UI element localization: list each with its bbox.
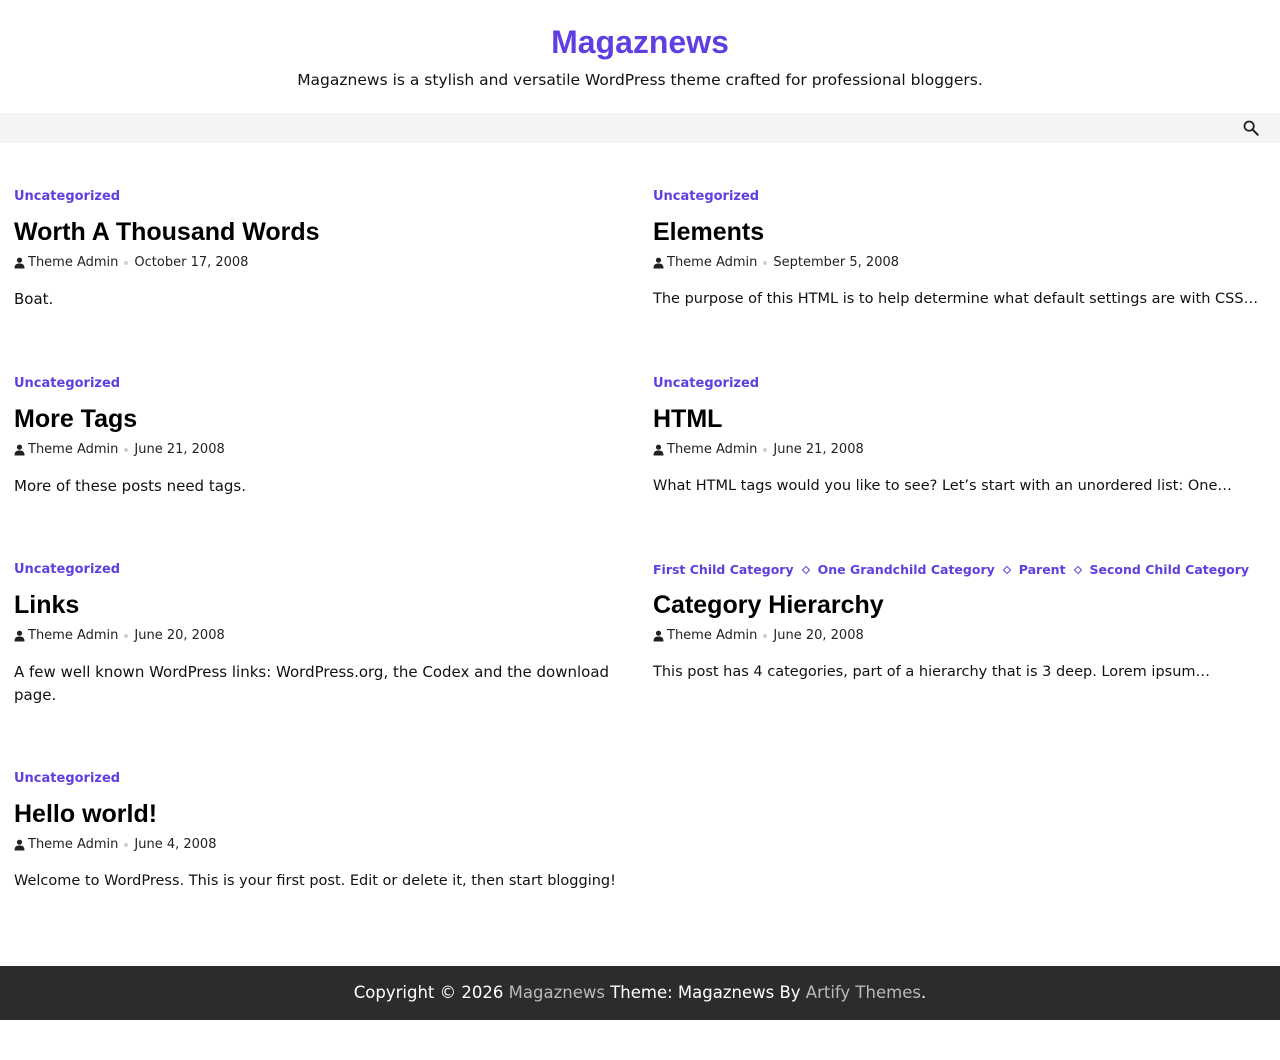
post-meta [653,627,1273,645]
main-navigation [0,113,1280,143]
post-date[interactable]: June 20, 2008 [773,628,864,643]
post-card [14,375,634,498]
post-author[interactable]: Theme Admin [667,628,758,643]
post-excerpt: What HTML tags would you like to see? Let’s start with an unordered list: One… [653,478,1232,494]
post-meta [14,441,634,459]
post-excerpt: Boat. [14,290,54,308]
post-categories [653,561,1273,579]
category-link[interactable]: First Child Category [653,562,794,577]
post-meta [653,254,1273,272]
post-title-link[interactable]: HTML [653,405,723,433]
post-card [653,188,1273,311]
post-date[interactable]: September 5, 2008 [773,255,900,270]
post-title-link[interactable]: More Tags [14,405,138,433]
footer-copyright: Copyright © 2026 [353,983,504,1002]
post-title [653,590,1273,620]
site-footer [0,966,1280,1020]
user-icon [653,444,664,456]
post-title-link[interactable]: Elements [653,218,765,246]
post-categories [653,375,1273,393]
post-excerpt: Welcome to WordPress. This is your first post. Edit or delete it, then start blogging! [14,873,616,889]
post-card [14,770,634,893]
footer-site-link[interactable]: Magaznews [508,983,605,1002]
post-date[interactable]: October 17, 2008 [134,255,249,270]
user-icon [14,839,25,851]
post-date[interactable]: June 20, 2008 [134,628,225,643]
meta-separator [763,634,767,638]
meta-separator [124,448,128,452]
post-title [14,590,634,620]
post-card [653,561,1273,684]
post-meta [653,441,1273,459]
meta-separator [124,261,128,265]
post-author[interactable]: Theme Admin [28,255,119,270]
footer-end: . [920,983,927,1002]
meta-separator [124,843,128,847]
post-excerpt: A few well known WordPress links: WordPress.org, the Codex and the download page. [14,663,610,704]
post-title [14,799,634,829]
post-categories [653,188,1273,206]
category-link[interactable]: Uncategorized [14,771,121,786]
post-author[interactable]: Theme Admin [28,837,119,852]
post-excerpt: This post has 4 categories, part of a hierarchy that is 3 deep. Lorem ipsum… [653,664,1211,680]
post-categories [14,188,634,206]
meta-separator [763,261,767,265]
category-link[interactable]: Uncategorized [14,562,121,577]
post-title-link[interactable]: Links [14,591,80,619]
post-categories [14,375,634,393]
post-title [653,217,1273,247]
post-title [653,404,1273,434]
meta-separator [763,448,767,452]
category-link[interactable]: Uncategorized [653,376,760,391]
category-link[interactable]: Parent [1018,562,1066,577]
post-date[interactable]: June 4, 2008 [134,837,217,852]
user-icon [14,444,25,456]
user-icon [653,257,664,269]
post-card [14,561,634,707]
category-link[interactable]: Uncategorized [14,376,121,391]
post-author[interactable]: Theme Admin [667,255,758,270]
post-author[interactable]: Theme Admin [28,442,119,457]
post-excerpt: More of these posts need tags. [14,477,247,495]
post-author[interactable]: Theme Admin [28,628,119,643]
post-date[interactable]: June 21, 2008 [773,442,864,457]
post-excerpt: The purpose of this HTML is to help determine what default settings are with CSS… [653,291,1259,307]
post-meta [14,836,634,854]
post-card [14,188,634,311]
footer-author-link[interactable]: Artify Themes [805,983,921,1002]
category-link[interactable]: Uncategorized [14,189,121,204]
post-title [14,217,634,247]
post-title-link[interactable]: Worth A Thousand Words [14,218,320,246]
user-icon [14,257,25,269]
post-title-link[interactable]: Category Hierarchy [653,591,884,619]
category-link[interactable]: One Grandchild Category [817,562,995,577]
meta-separator [124,634,128,638]
site-title[interactable]: Magaznews [551,24,729,60]
user-icon [653,630,664,642]
post-categories [14,561,634,579]
footer-theme-text: Theme: Magaznews By [610,983,801,1002]
post-categories [14,770,634,788]
post-title-link[interactable]: Hello world! [14,800,158,828]
site-tagline: Magaznews is a stylish and versatile WordPress theme crafted for professional bloggers. [297,71,983,89]
category-separator [1003,566,1011,574]
site-header [0,0,1280,113]
user-icon [14,630,25,642]
post-meta [14,627,634,645]
search-icon[interactable] [1242,119,1260,137]
category-separator [801,566,809,574]
category-separator [1073,566,1081,574]
post-card [653,375,1273,498]
post-title [14,404,634,434]
category-link[interactable]: Second Child Category [1089,562,1250,577]
category-link[interactable]: Uncategorized [653,189,760,204]
post-author[interactable]: Theme Admin [667,442,758,457]
post-date[interactable]: June 21, 2008 [134,442,225,457]
post-meta [14,254,634,272]
